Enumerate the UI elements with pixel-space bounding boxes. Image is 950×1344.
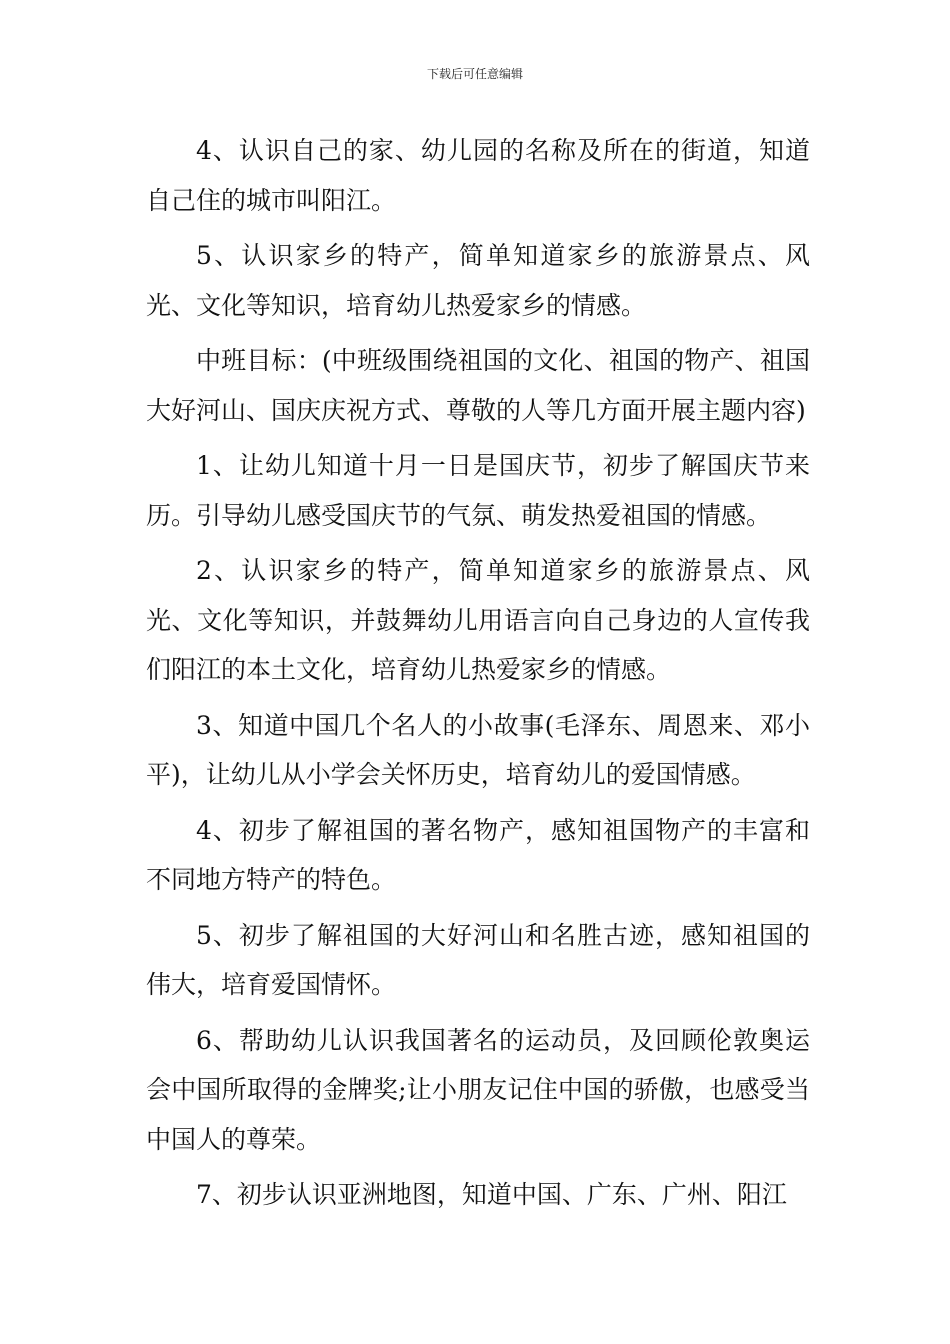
paragraph-goal-3-famous-people: 3、知道中国几个名人的小故事(毛泽东、周恩来、邓小平)，让幼儿从小学会关怀历史，培育幼儿的爱国情感。 (146, 710, 810, 789)
paragraph-goal-1-national-day: 1、让幼儿知道十月一日是国庆节，初步了解国庆节来历。引导幼儿感受国庆节的气氛、萌发热爱祖国的情感。 (146, 451, 810, 530)
paragraph-middle-class-goals: 中班目标：(中班级围绕祖国的文化、祖国的物产、祖国大好河山、国庆庆祝方式、尊敬的人等几方面开展主题内容) (146, 346, 810, 425)
paragraph-goal-5-landscapes: 5、初步了解祖国的大好河山和名胜古迹，感知祖国的伟大，培育爱国情怀。 (146, 920, 810, 999)
paragraph-goal-7-map: 7、初步认识亚洲地图，知道中国、广东、广州、阳江 (196, 1180, 787, 1209)
paragraph-goal-6-athletes: 6、帮助幼儿认识我国著名的运动员，及回顾伦敦奥运会中国所取得的金牌奖;让小朋友记住中国的骄傲，也感受当中国人的尊荣。 (146, 1025, 810, 1154)
paragraph-goal-5-hometown: 5、认识家乡的特产，简单知道家乡的旅游景点、风光、文化等知识，培育幼儿热爱家乡的情感。 (146, 241, 810, 320)
paragraph-goal-2-hometown-culture: 2、认识家乡的特产，简单知道家乡的旅游景点、风光、文化等知识，并鼓舞幼儿用语言向自己身边的人宣传我们阳江的本土文化，培育幼儿热爱家乡的情感。 (146, 556, 810, 684)
document-body (146, 126, 810, 1226)
paragraph-goal-4-home: 4、认识自己的家、幼儿园的名称及所在的街道，知道自己住的城市叫阳江。 (146, 136, 810, 215)
page-header: 下载后可任意编辑 (426, 67, 523, 81)
paragraph-goal-4-products: 4、初步了解祖国的著名物产，感知祖国物产的丰富和不同地方特产的特色。 (146, 815, 810, 894)
